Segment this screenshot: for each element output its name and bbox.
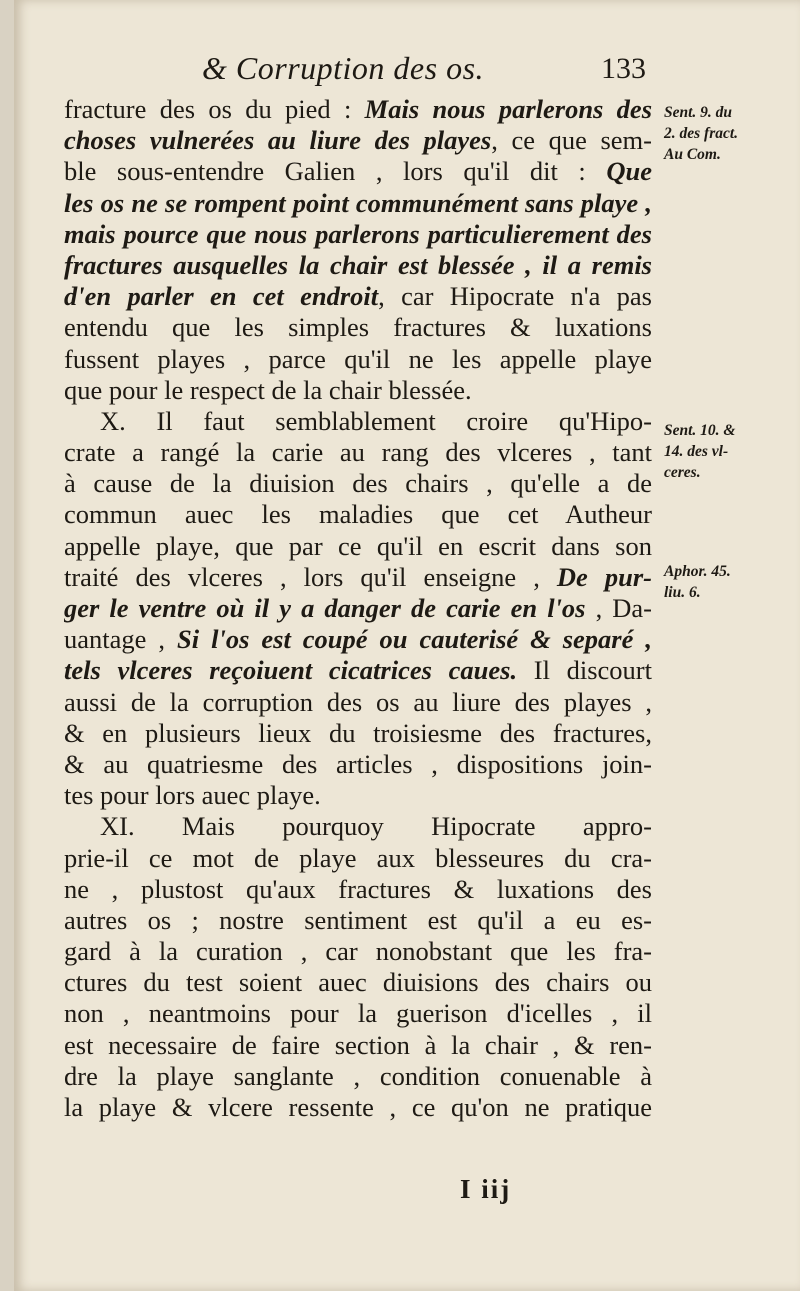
- text-segment: est necessaire de faire section à la chair , & ren-: [64, 1029, 652, 1060]
- text-line: [64, 874, 652, 905]
- margin-note-line: Sent. 10. &: [664, 422, 736, 439]
- text-segment: , ce que sem-: [491, 125, 652, 156]
- text-line: [64, 843, 652, 874]
- text-segment: à cause de la diuision des chairs , qu'elle a de: [64, 468, 652, 499]
- italic-text-segment: choses vulnerées au liure des playes: [64, 125, 492, 156]
- text-line: [64, 125, 652, 156]
- text-line: [64, 655, 652, 686]
- text-line: [64, 811, 652, 842]
- text-segment: ne , plustost qu'aux fractures & luxations des: [64, 873, 652, 904]
- italic-text-segment: Mais nous parlerons des: [364, 94, 652, 124]
- italic-text-segment: De pur-: [556, 561, 652, 592]
- text-segment: entendu que les simples fractures & luxations: [64, 312, 652, 343]
- text-line: [64, 1092, 652, 1123]
- book-page: [14, 0, 800, 1291]
- text-segment: dre la playe sanglante , condition conuenable à: [64, 1060, 652, 1091]
- italic-text-segment: mais pource que nous parlerons particulierement des: [64, 218, 652, 249]
- text-line: [64, 967, 652, 998]
- text-line: [64, 1030, 652, 1061]
- running-title: & Corruption des os.: [202, 50, 485, 86]
- text-line: [64, 531, 652, 562]
- text-line: [64, 499, 652, 530]
- text-segment: ble sous-entendre Galien , lors qu'il dit :: [64, 156, 607, 187]
- text-segment: fracture des os du pied :: [64, 94, 365, 124]
- text-line: [64, 749, 652, 780]
- margin-note-sent-9: [664, 102, 794, 165]
- italic-text-segment: les os ne se rompent point communément sans playe ,: [64, 187, 652, 218]
- text-segment: non , neantmoins pour la guerison d'icelles , il: [64, 998, 652, 1029]
- margin-note-line: Sent. 9. du: [664, 104, 733, 121]
- text-segment: & au quatriesme des articles , dispositions join-: [64, 748, 652, 779]
- text-segment: appelle playe, que par ce qu'il en escrit dans son: [64, 530, 652, 561]
- text-line: [64, 188, 652, 219]
- text-line: [64, 936, 652, 967]
- text-line: [64, 250, 652, 281]
- text-segment: XI. Mais pourquoy Hipocrate appro-: [100, 811, 652, 842]
- text-segment: fussent playes , parce qu'il ne les appelle playe: [64, 343, 652, 374]
- text-segment: crate a rangé la carie au rang des vlceres , tant: [64, 437, 652, 468]
- text-line: [64, 312, 652, 343]
- text-line: [64, 562, 652, 593]
- text-segment: la playe & vlcere ressente , ce qu'on ne pratique: [64, 1092, 652, 1122]
- page-header: [194, 50, 654, 94]
- text-segment: autres os ; nostre sentiment est qu'il a eu es-: [64, 904, 652, 935]
- text-line: [64, 905, 652, 936]
- text-line: [64, 998, 652, 1029]
- italic-text-segment: Que: [606, 156, 652, 187]
- text-line: [64, 468, 652, 499]
- text-line: [64, 406, 652, 437]
- text-line: [64, 281, 652, 312]
- text-line: [64, 593, 652, 624]
- text-line: [64, 780, 652, 811]
- text-segment: tes pour lors auec playe.: [64, 780, 321, 811]
- italic-text-segment: fractures ausquelles la chair est blessée , il a remis: [64, 249, 652, 280]
- text-line: [64, 156, 652, 187]
- text-segment: , Da-: [585, 593, 652, 623]
- text-segment: commun auec les maladies que cet Autheur: [64, 499, 652, 530]
- italic-text-segment: Si l'os est coupé ou cauterisé & separé ,: [177, 624, 652, 655]
- text-line: [64, 718, 652, 749]
- italic-text-segment: ger le ventre où il y a danger de carie en l'os: [64, 593, 586, 623]
- body-text: [64, 94, 652, 1123]
- text-line: [64, 1061, 652, 1092]
- margin-note-line: 2. des fract.: [664, 125, 739, 142]
- text-segment: gard à la curation , car nonobstant que les fra-: [64, 936, 652, 967]
- text-segment: ctures du test soient auec diuisions des chairs ou: [64, 967, 652, 998]
- margin-note-line: ceres.: [664, 464, 701, 481]
- margin-note-line: 14. des vl-: [664, 443, 729, 460]
- margin-note-line: Aphor. 45.: [664, 563, 731, 580]
- text-segment: & en plusieurs lieux du troisiesme des fractures,: [64, 717, 652, 748]
- text-segment: prie-il ce mot de playe aux blesseures du cra-: [64, 842, 652, 873]
- text-line: [64, 624, 652, 655]
- text-line: [64, 437, 652, 468]
- text-segment: traité des vlceres , lors qu'il enseigne ,: [64, 561, 557, 592]
- margin-note-line: liu. 6.: [664, 584, 701, 601]
- text-segment: Il discourt: [517, 655, 652, 686]
- text-line: [64, 219, 652, 250]
- text-line: [64, 344, 652, 375]
- text-segment: aussi de la corruption des os au liure des playes ,: [64, 686, 652, 717]
- text-line: [64, 94, 652, 125]
- italic-text-segment: d'en parler en cet endroit: [64, 281, 379, 312]
- text-segment: X. Il faut semblablement croire qu'Hipo-: [100, 405, 652, 436]
- text-segment: que pour le respect de la chair blessée.: [64, 374, 472, 405]
- page-number: 133: [601, 52, 646, 85]
- text-segment: uantage ,: [64, 624, 177, 655]
- text-line: [64, 687, 652, 718]
- italic-text-segment: tels vlceres reçoiuent cicatrices caues.: [64, 655, 518, 686]
- text-segment: , car Hipocrate n'a pas: [378, 281, 652, 312]
- signature-mark: I iij: [460, 1174, 512, 1204]
- margin-note-line: Au Com.: [664, 146, 721, 163]
- margin-note-sent-10: [664, 420, 794, 483]
- margin-note-aphor-45: [664, 561, 794, 603]
- text-line: [64, 375, 652, 406]
